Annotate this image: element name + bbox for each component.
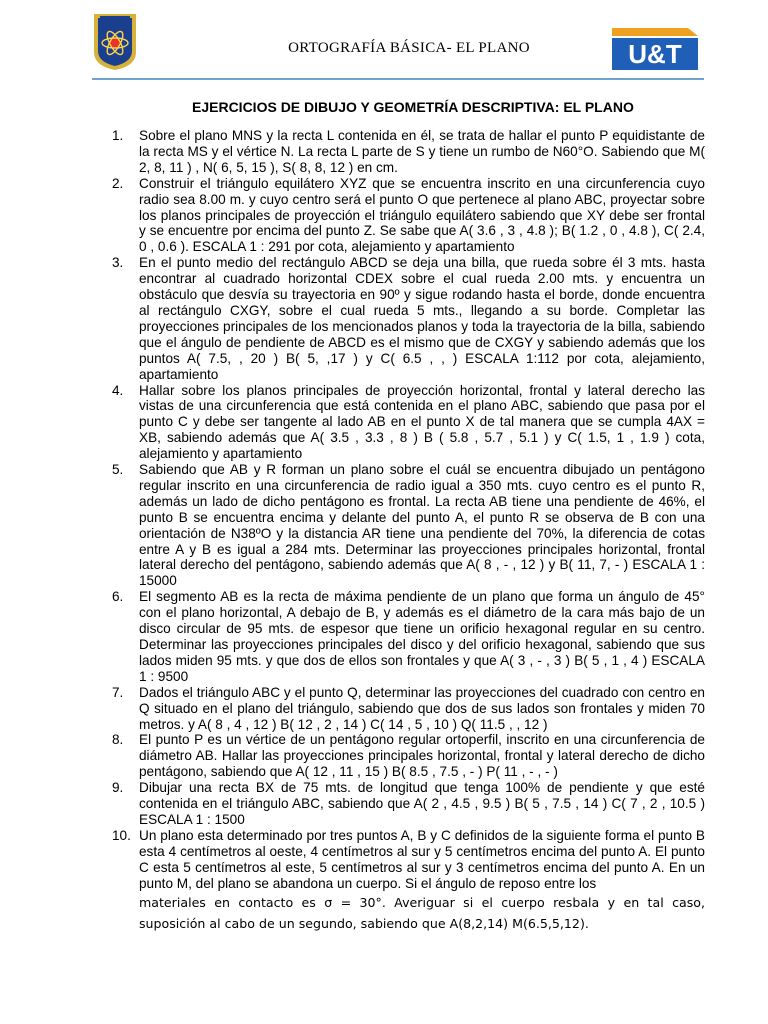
exercise-number: 5.: [112, 462, 124, 478]
exercise-text: Sobre el plano MNS y la recta L contenida en él, se trata de hallar el punto P equidistante de la recta MS y el vértice N. La recta L parte de S y tiene un rumbo de N60°O. Sabiendo que M( 2, 8, 11 ) , N( 6, 5, 15 ), S( 8, 8, 12 ) en cm.: [139, 128, 705, 175]
document-title: EJERCICIOS DE DIBUJO Y GEOMETRÍA DESCRIPTIVA: EL PLANO: [192, 99, 634, 115]
exercise-item: [112, 255, 705, 382]
header-title: ORTOGRAFÍA BÁSICA- EL PLANO: [288, 40, 530, 56]
exercise-number: 6.: [112, 589, 124, 605]
exercise-text: Dibujar una recta BX de 75 mts. de longitud que tenga 100% de pendiente y que esté contenida en el triángulo ABC, sabiendo que A( 2 , 4.5 , 9.5 ) B( 5 , 7.5 , 14 ) C( 7 , 2 , 10.5 ) ESCALA 1 : 1500: [139, 780, 705, 827]
exercise-number: 4.: [112, 382, 124, 398]
exercise-number: 3.: [112, 255, 124, 271]
exercise-text: El punto P es un vértice de un pentágono regular ortoperfil, inscrito en una circunferencia de diámetro AB. Hallar las proyecciones principales horizontal, frontal y lateral derecho de dicho pentágono, sabiendo que A( 12 , 11 , 15 ) B( 8.5 , 7.5 , - ) P( 11 , - , - ): [139, 732, 705, 780]
exercise-number: 8.: [112, 732, 124, 748]
exercise-item: [112, 589, 705, 684]
exercise-item: [112, 128, 705, 176]
header-divider: [92, 78, 704, 80]
exercise-list: [112, 128, 705, 934]
exercise-text: Dados el triángulo ABC y el punto Q, determinar las proyecciones del cuadrado con centro en Q situado en el plano del triángulo, sabiendo que dos de sus lados son frontales y miden 70 metros. y A( 8 , 4 , 12 ) B( 12 , 2 , 14 ) C( 14 , 5 , 10 ) Q( 11.5 , , 12 ): [139, 684, 705, 732]
exercise-text: Construir el triángulo equilátero XYZ que se encuentra inscrito en una circunferencia cuyo radio sea 8.00 m. y cuyo centro será el punto O que pertenece al plano ABC, proyectar sobre los planos principales de proyección el triángulo equilátero sabiendo que XY debe ser frontal y se encuentre por encima del punto Z. Se sabe que A( 3.6 , 3 , 4.8 ); B( 1.2 , 0 , 4.8 ), C( 2.4, 0 , 0.6 ). ESCALA 1 : 291 por cota, alejamiento y apartamiento: [139, 175, 705, 255]
exercise-number: 1.: [112, 128, 124, 143]
exercise-text: Un plano esta determinado por tres puntos A, B y C definidos de la siguiente forma el punto B esta 4 centímetros al oeste, 4 centímetros al sur y 5 centímetros encima del punto A. El punto C esta 5 centímetros al este, 5 centímetros al sur y 3 centímetros encima del punto A. En un punto M, del plano se abandona un cuerpo. Si el ángulo de reposo entre los: [139, 827, 705, 891]
exercise-text: El segmento AB es la recta de máxima pendiente de un plano que forma un ángulo de 45° con el plano horizontal, A debajo de B, y además es el diámetro de la cara más bajo de un disco circular de 95 mts. de espesor que tiene un orificio hexagonal regular en su centro. Determinar las proyecciones principales del disco y del orificio hexagonal, sabiendo que sus lados miden 95 mts. y que dos de ellos son frontales y que A( 3 , - , 3 ) B( 5 , 1 , 4 ) ESCALA 1 : 9500: [139, 589, 705, 684]
exercise-number: 10.: [112, 827, 131, 843]
university-seal-logo: [92, 12, 138, 72]
exercise-item: [112, 462, 705, 589]
exercise-item: [112, 176, 705, 256]
umt-logo: [610, 22, 700, 72]
exercise-item: [112, 828, 705, 934]
exercise-item: [112, 383, 705, 463]
exercise-text: En el punto medio del rectángulo ABCD se deja una billa, que rueda sobre él 3 mts. hasta encontrar al cuadrado horizontal CDEX sobre el cual rueda 2.00 mts. y encuentra un obstáculo que desvía su trayectoria en 90º y sigue rodando hasta el borde, donde encuentra al rectángulo CXGY, sobre el cual rueda 5 mts., llegando a su borde. Completar las proyecciones principales de los mencionados planos y toda la trayectoria de la billa, sabiendo que el ángulo de pendiente de ABCD es el mismo que de CXGY y sabiendo además que los puntos A( 7.5, , 20 ) B( 5, ,17 ) y C( 6.5 , , ) ESCALA 1:112 por cota, alejamiento, apartamiento: [139, 255, 705, 382]
exercise-text: Hallar sobre los planos principales de proyección horizontal, frontal y lateral derecho las vistas de una circunferencia que está contenida en el plano ABC, sabiendo que pasa por el punto C y debe ser tangente al lado AB en el punto X de tal manera que se cumpla 4AX = XB, sabiendo además que A( 3.5 , 3.3 , 8 ) B ( 5.8 , 5.7 , 5.1 ) y C( 1.5, 1 , 1.9 ) cota, alejamiento y apartamiento: [139, 382, 705, 462]
exercise-number: 7.: [112, 684, 124, 700]
exercise-text: Sabiendo que AB y R forman un plano sobre el cuál se encuentra dibujado un pentágono regular inscrito en una circunferencia de radio igual a 350 mts. cuyo centro es el punto R, además un lado de dicho pentágono es frontal. La recta AB tiene una pendiente de 46%, el punto B se encuentra encima y delante del punto A, el punto R se observa de B con una orientación de N38ºO y la distancia AR tiene una pendiente del 70%, la diferencia de cotas entre A y B es igual a 284 mts. Determinar las proyecciones principales horizontal, frontal lateral derecho del pentágono, sabiendo además que A( 8 , - , 12 ) y B( 11, 7, - ) ESCALA 1 : 15000: [139, 462, 705, 589]
exercise-text-continuation: materiales en contacto es σ = 30°. Averiguar si el cuerpo resbala y en tal caso, suposición al cabo de un segundo, sabiendo que A(8,2,14) M(6.5,5,12).: [139, 894, 705, 931]
page-header: [0, 0, 768, 82]
exercise-number: 2.: [112, 175, 124, 191]
exercise-item: [112, 780, 705, 828]
exercise-item: [112, 732, 705, 780]
umt-logo-text: U&T: [628, 39, 682, 69]
exercise-item: [112, 685, 705, 733]
exercise-number: 9.: [112, 780, 124, 796]
